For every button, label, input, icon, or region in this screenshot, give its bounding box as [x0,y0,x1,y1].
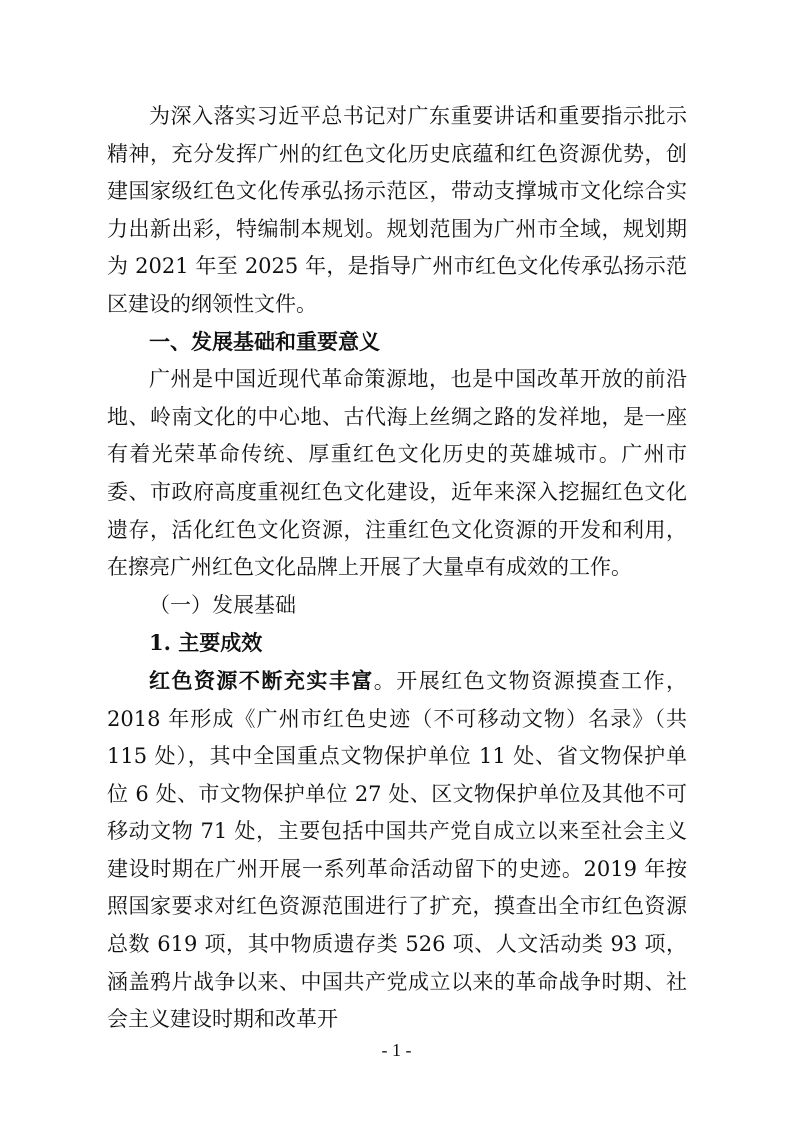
section-heading: 一、发展基础和重要意义 [149,329,380,354]
document-page [107,98,687,1039]
paragraph-body: 。开展红色文物资源摸查工作，2018 年形成《广州市红色史迹（不可移动文物）名录》（共 115 处），其中全国重点文物保护单位 11 处、省文物保护单位 6 处、市文物保护单位 27 处、区文物保护单位及其他不可移动文物 71 处，主要包括中国共产党自成立以来至社会主义建设时期在广州开展一系列革命活动留下的史迹。2019 年按照国家要求对红色资源范围进行了扩充，摸查出全市红色资源总数 619 项，其中物质遗存类 526 项、人文活动类 93 项，涵盖鸦片战争以来、中国共产党成立以来的革命战争时期、社会主义建设时期和改革开 [107,668,688,1032]
subsection-heading: （一）发展基础 [149,592,296,617]
section-paragraph: 广州是中国近现代革命策源地，也是中国改革开放的前沿地、岭南文化的中心地、古代海上丝绸之路的发祥地，是一座有着光荣革命传统、厚重红色文化历史的英雄城市。广州市委、市政府高度重视红色文化建设，近年来深入挖掘红色文化遗存，活化红色文化资源，注重红色文化资源的开发和利用，在擦亮广州红色文化品牌上开展了大量卓有成效的工作。 [107,367,687,580]
page-number: - 1 - [381,1040,412,1060]
item-paragraph [107,662,687,1039]
intro-paragraph: 为深入落实习近平总书记对广东重要讲话和重要指示批示精神，充分发挥广州的红色文化历史底蕴和红色资源优势，创建国家级红色文化传承弘扬示范区，带动支撑城市文化综合实力出新出彩，特编制本规划。规划范围为广州市全域，规划期为 2021 年至 2025 年，是指导广州市红色文化传承弘扬示范区建设的纲领性文件。 [107,104,687,316]
item-heading: 1. 主要成效 [149,630,263,656]
paragraph-lead: 红色资源不断充实丰富 [149,667,374,693]
